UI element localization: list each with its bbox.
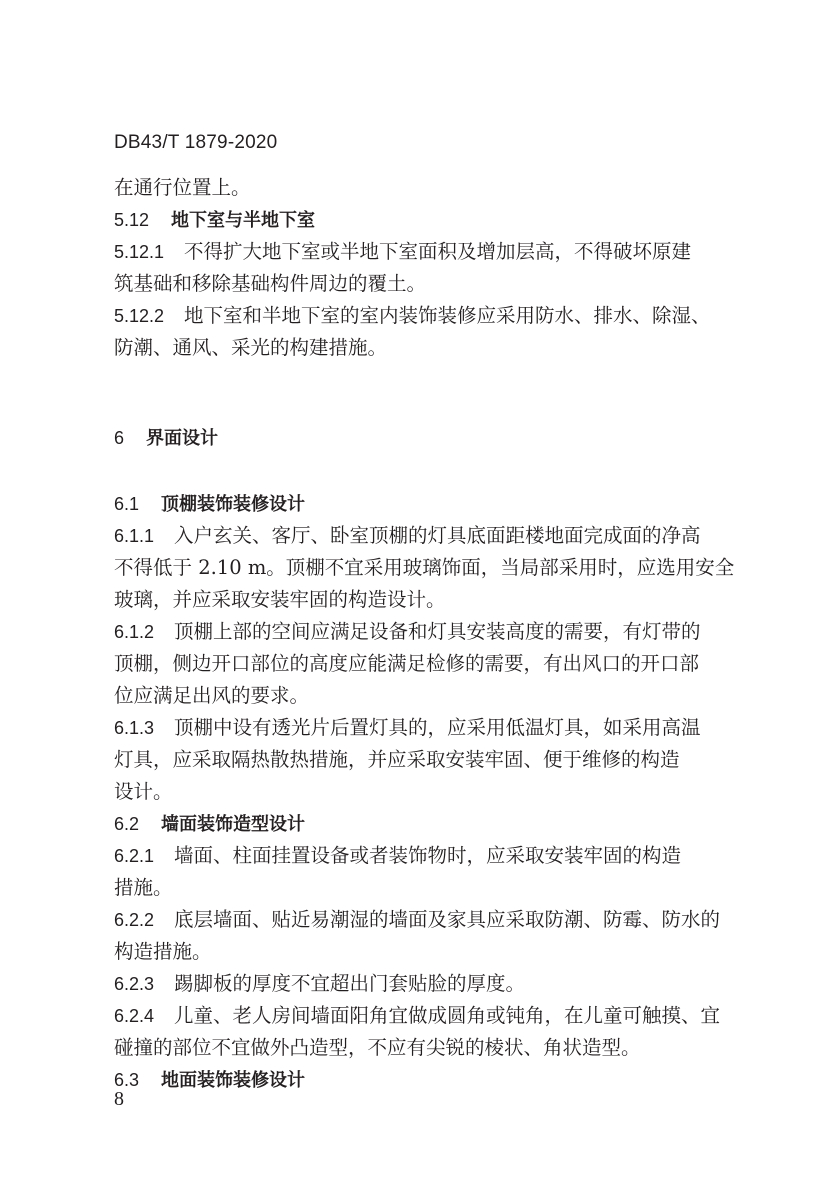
section-number: 6.3 — [114, 1070, 140, 1090]
clause-number: 6.2.3 — [114, 974, 155, 994]
section-heading — [114, 1064, 718, 1096]
section-number: 5.12 — [114, 210, 150, 230]
section-title: 地下室与半地下室 — [171, 210, 316, 231]
section-heading — [114, 808, 718, 840]
standard-code: DB43/T 1879-2020 — [114, 132, 278, 153]
section-number: 6.2 — [114, 814, 140, 834]
page-number: 8 — [114, 1088, 124, 1110]
clause-text: 儿童、老人房间墙面阳角宜做成圆角或钝角，在儿童可触摸、宜 — [174, 1004, 721, 1027]
section-heading — [114, 204, 718, 236]
clause-number: 6.1.3 — [114, 718, 155, 738]
clause-text: 顶棚中设有透光片后置灯具的，应采用低温灯具，如采用高温 — [174, 716, 701, 739]
clause-line — [114, 904, 721, 936]
clause-number: 5.12.2 — [114, 306, 165, 326]
clause-number: 6.2.2 — [114, 910, 155, 930]
chapter-number: 6 — [114, 428, 125, 448]
clause-line: 碰撞的部位不宜做外凸造型，不应有尖锐的棱状、角状造型。 — [114, 1036, 641, 1059]
clause-line — [114, 616, 718, 648]
clause-line — [114, 840, 718, 872]
clause-line: 不得低于 2.10 m。顶棚不宜采用玻璃饰面，当局部采用时，应选用安全 — [114, 556, 735, 579]
clause-number: 6.1.1 — [114, 526, 155, 546]
document-body — [114, 172, 735, 1096]
section-number: 6.1 — [114, 494, 140, 514]
clause — [114, 236, 718, 300]
clause-line: 措施。 — [114, 876, 173, 899]
clause-text: 地下室和半地下室的室内装饰装修应采用防水、排水、除湿、 — [184, 304, 711, 327]
clause-number: 6.2.4 — [114, 1006, 155, 1026]
clause-text: 踢脚板的厚度不宜超出门套贴脸的厚度。 — [174, 972, 526, 995]
chapter-title: 界面设计 — [146, 428, 219, 449]
spacer — [114, 454, 718, 488]
clause — [114, 968, 718, 1000]
clause-line — [114, 1000, 721, 1032]
clause-text: 底层墙面、贴近易潮湿的墙面及家具应采取防潮、防霉、防水的 — [174, 908, 721, 931]
clause-line: 玻璃，并应采取安装牢固的构造设计。 — [114, 588, 446, 611]
clause-line: 灯具，应采取隔热散热措施，并应采取安装牢固、便于维修的构造 — [114, 748, 680, 771]
spacer — [114, 364, 718, 422]
clause-line — [114, 968, 718, 1000]
clause-line: 设计。 — [114, 780, 173, 803]
section-title: 墙面装饰造型设计 — [161, 814, 306, 835]
clause — [114, 904, 721, 968]
chapter-heading — [114, 422, 718, 454]
clause-text: 顶棚上部的空间应满足设备和灯具安装高度的需要，有灯带的 — [174, 620, 701, 643]
section-title: 地面装饰装修设计 — [161, 1070, 306, 1091]
clause-line: 筑基础和移除基础构件周边的覆土。 — [114, 272, 427, 295]
clause-line: 构造措施。 — [114, 940, 212, 963]
clause-number: 6.2.1 — [114, 846, 155, 866]
clause-line — [114, 300, 718, 332]
clause — [114, 1000, 721, 1064]
section-heading — [114, 488, 718, 520]
clause-text: 入户玄关、客厅、卧室顶棚的灯具底面距楼地面完成面的净高 — [174, 524, 701, 547]
clause-line: 防潮、通风、采光的构建措施。 — [114, 336, 388, 359]
clause-line — [114, 520, 718, 552]
clause-line — [114, 712, 718, 744]
clause-line: 顶棚，侧边开口部位的高度应能满足检修的需要，有出风口的开口部 — [114, 652, 700, 675]
clause-text: 不得扩大地下室或半地下室面积及增加层高，不得破坏原建 — [184, 240, 692, 263]
section-title: 顶棚装饰装修设计 — [161, 494, 306, 515]
clause-line — [114, 236, 718, 268]
clause-text: 墙面、柱面挂置设备或者装饰物时，应采取安装牢固的构造 — [174, 844, 682, 867]
clause — [114, 712, 718, 808]
clause-number: 6.1.2 — [114, 622, 155, 642]
clause-number: 5.12.1 — [114, 242, 165, 262]
body-text: 在通行位置上。 — [114, 176, 251, 199]
clause — [114, 520, 735, 616]
clause-line: 位应满足出风的要求。 — [114, 684, 310, 707]
clause — [114, 616, 718, 712]
clause — [114, 300, 718, 364]
clause — [114, 840, 718, 904]
